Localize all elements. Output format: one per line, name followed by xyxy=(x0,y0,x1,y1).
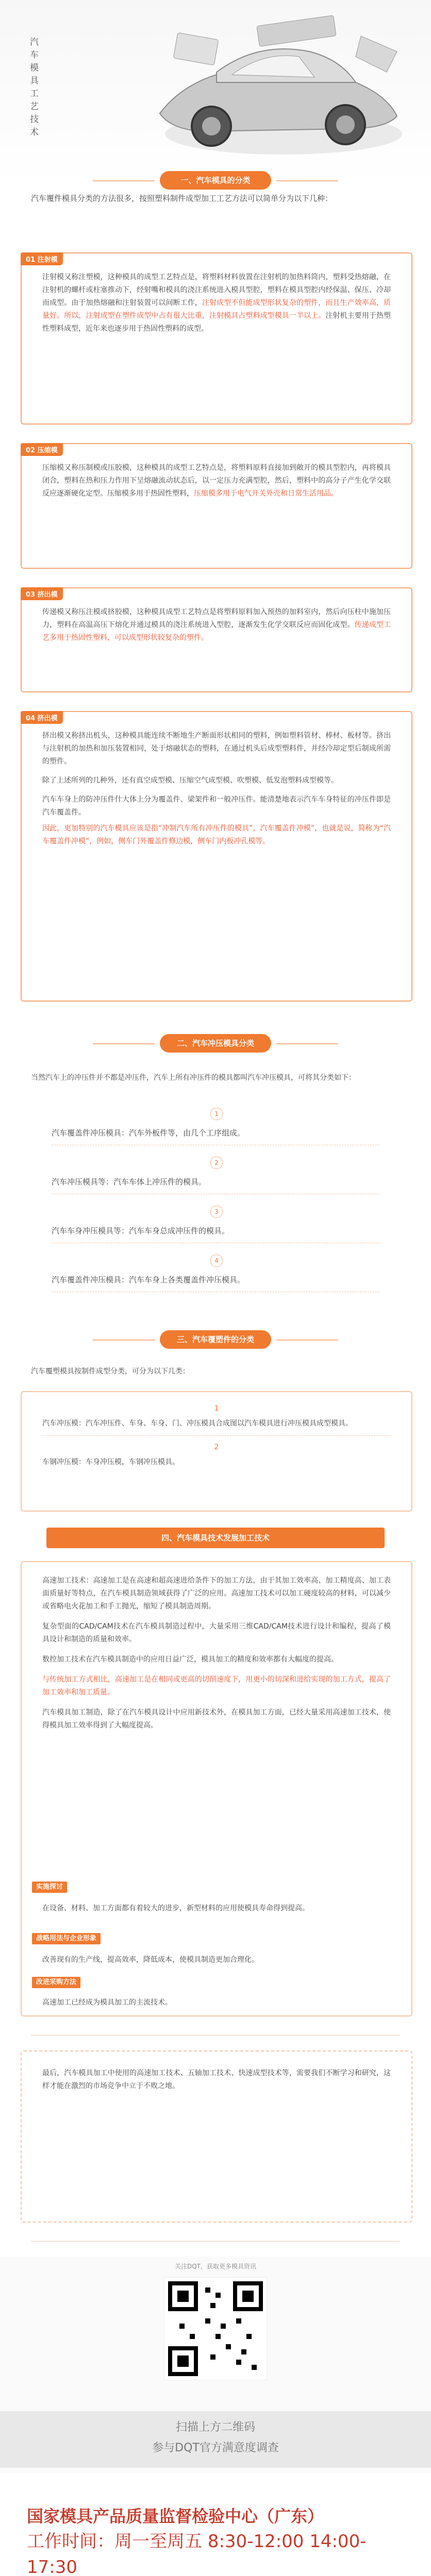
card-extrusion-mold xyxy=(21,711,412,1002)
section-4-paragraph: 高速加工技术：高速加工是在高速和超高速进给条件下的加工方法，由于其加工效率高、加工精度高、加工表面质量好等特点，在汽车模具制造领域获得了广泛的应用。高速加工技术可以加工硬度较高的材料，可以减少或省略电火花加工和手工抛光，缩短了模具制造周期。 xyxy=(42,1577,391,1611)
card-2-highlight: 压缩模多用于电气开关外壳和日常生活用品。 xyxy=(194,489,338,498)
list-number: 2 xyxy=(214,1443,219,1451)
card-4-highlight: 因此，更加特别的汽车模具应该是指“冲制汽车所有冲压件的模具”，汽车覆盖件冲模”，也就是说，简称为“汽车覆盖件冲模”，例如，侧车门外覆盖件修边模，侧车门内板冲孔模等。 xyxy=(42,824,391,845)
list-number: 4 xyxy=(210,1255,223,1267)
section-4-paragraph: 汽车模具加工制造，除了在汽车模具设计中应用新技术外，在模具加工方面，已经大量采用高速加工技术，使得模具加工效率得到了大幅度提高。 xyxy=(42,1708,391,1730)
list-item: 车钢冲压模：车身冲压模，车钢冲压模具。 xyxy=(42,1458,179,1466)
card-1-text-end: 注射机主要用于热塑性塑料成型，近年来也逐步用于热固性塑料的成型。 xyxy=(42,312,391,333)
section-heading-1 xyxy=(0,165,431,196)
office-hours: 工作时间：周一至周五 8:30-12:00 14:00-17:30 xyxy=(27,2531,367,2576)
card-4-text-2: 除了上述所列的几种外，还有真空成型模、压缩空气成型模、吹塑模、低发泡塑料成型模等。 xyxy=(42,776,338,785)
card-tag-3: 03 挤出模 xyxy=(21,587,63,600)
list-item: 汽车冲压模具等：汽车车体上冲压件的模具。 xyxy=(52,1172,379,1194)
org-name: 国家模具产品质量监督检验中心（广东） xyxy=(27,2506,324,2526)
card-tag-1: 01 注射模 xyxy=(21,252,63,265)
card-transfer-mold xyxy=(21,587,412,692)
sub-tag-a: 实施探讨 xyxy=(32,1882,67,1893)
divider xyxy=(31,2241,400,2242)
section-title-2: 二、汽车冲压模具分类 xyxy=(160,1034,271,1053)
card-3-highlight: 传递成型工艺多用于热固性塑料，可以成型形状较复杂的塑件。 xyxy=(42,621,391,642)
qr-slogan-2: 参与DQT官方满意度调查 xyxy=(152,2442,279,2454)
card-body-2 xyxy=(42,462,391,500)
section-4-paragraph: 在设备、材料、加工方面都有着较大的进步，新型材料的应用使模具寿命得到提高。 xyxy=(42,1904,309,1912)
card-2-text: 压缩模又称压制模或压胶模，这种模具的成型工艺特点是，将塑料原料直接加到敞开的模具型腔内，再将模具闭合，塑料在热和压力作用下呈熔融流动状态后，以一定压力充满型腔，然后，塑料中的高分子产生化学交联反应逐渐硬化定型。压缩模多用于热固性塑料， xyxy=(42,464,391,498)
section-heading-3 xyxy=(0,1324,431,1355)
sub-tag-c: 改进采购方法 xyxy=(32,1977,80,1988)
card-4-text: 挤出模又称挤出机头，这种模具能连续不断地生产断面形状相同的塑料，例如塑料管材、棒材、板材等。挤出与注射机的加热和加压装置相同，处于熔融状态的塑料，在通过机头后成型塑料件，并经冷却定型后制成所需的塑件。 xyxy=(42,732,391,766)
card-compression-mold xyxy=(21,443,412,569)
card-1-highlight: 注射成型不但能成型形状复杂的塑件，而且生产效率高，质量好。所以，注射成型在塑件成型中占有很大比重，注射模具占塑料成型模具一半以上。 xyxy=(42,299,391,320)
section-4-paragraph: 数控加工技术在汽车模具制造中的应用日益广泛，模具加工的精度和效率都有大幅度的提高。 xyxy=(42,1655,338,1664)
card-body-1 xyxy=(42,271,391,335)
section-4-paragraph: 高速加工已经成为模具加工的主流技术。 xyxy=(42,1998,172,2007)
card-injection-mold xyxy=(21,252,412,425)
qr-caption: 关注DQT，获取更多模具资讯 xyxy=(174,2263,257,2270)
closing-text: 最后，汽车模具加工中使用的高速加工技术、五轴加工技术、快速成型技术等，需要我们不断学习和研究，这样才能在激烈的市场竞争中立于不败之地。 xyxy=(42,2069,391,2090)
list-number: 2 xyxy=(210,1157,223,1169)
hero-vertical-title: 汽车模具工艺技术 xyxy=(30,37,39,138)
card-body-3 xyxy=(42,606,391,645)
section-4-box xyxy=(21,1561,412,2016)
card-1-text: 注射模又称注塑模，这种模具的成型工艺特点是，将塑料材料放置在注射机的加热料筒内，塑料受热熔融，在注射机的螺杆或柱塞推动下，经射嘴和模具的浇注系统进入模具型腔，塑料在模具型腔内经保温、保压、冷却而成型。由于加热熔融和注射装置可以间断工作， xyxy=(42,273,391,307)
section-heading-2 xyxy=(0,1028,431,1059)
list-number: 1 xyxy=(210,1108,223,1120)
list-item: 汽车冲压模：汽车冲压件、车身、车身、门、冲压模具合成图以汽车模具进行冲压模具成型模具。 xyxy=(42,1417,391,1436)
card-tag-4: 04 挤出模 xyxy=(21,711,63,724)
qr-slogan-1: 扫描上方二维码 xyxy=(175,2421,255,2434)
section-title-3: 三、汽车覆塑件的分类 xyxy=(160,1330,271,1349)
qr-section xyxy=(0,2257,431,2473)
card-4-text-3: 汽车车身上的防冲压件什大体上分为覆盖件、梁架件和一般冲压件。能清楚地表示汽车车身特征的冲压件即是汽车覆盖件。 xyxy=(42,795,391,817)
section-4-highlight: 与传统加工方式相比，高速加工是在相同或更高的切削速度下，用更小的切深和进给实现的加工方式，提高了加工效率和加工质量。 xyxy=(42,1675,391,1697)
section-2-intro: 当然汽车上的冲压件并不都是冲压件，汽车上所有冲压件的模具都叫汽车冲压模具，可将其分类如下： xyxy=(31,1074,356,1082)
intro-paragraph: 汽车覆件模具分类的方法很多，按照塑料制件成型加工工艺方法可以简单分为以下几种： xyxy=(31,194,333,203)
contact-block xyxy=(27,2504,404,2576)
section-title-4: 四、汽车模具技术发展加工技术 xyxy=(46,1528,385,1548)
section-4-paragraph: 复杂型面的CAD/CAM技术在汽车模具制造过程中，大量采用三维CAD/CAM技术进行设计和编程，提高了模具设计和制造的质量和效率。 xyxy=(42,1622,391,1643)
card-body-4 xyxy=(42,730,391,848)
card-tag-2: 02 压缩模 xyxy=(21,443,63,456)
list-number: 3 xyxy=(210,1206,223,1218)
section-title-1: 一、汽车模具的分类 xyxy=(160,171,271,190)
sub-tag-b: 战略用法与企业形象 xyxy=(32,1933,101,1944)
list-item: 汽车覆盖件冲压模具：汽车外板件等，由几个工序组成。 xyxy=(52,1123,379,1145)
divider xyxy=(31,2035,400,2036)
section-3-box xyxy=(21,1391,412,1512)
car-mold-illustration xyxy=(129,5,418,180)
section-3-intro: 汽车覆塑模具按制件成型分类，可分为以下几类： xyxy=(31,1367,190,1376)
card-3-text: 传递模又称压注模或挤胶模，这种模具成型工艺特点是将塑料原料加入预热的加料室内，然后向压柱中施加压力，塑料在高温高压下熔化并通过模具的浇注系统进入型腔，逐渐发生化学交联反应而固化成型。 xyxy=(42,608,391,629)
closing-box xyxy=(21,2050,412,2223)
section-4-paragraph: 改善现有的生产线，提高效率，降低成本，使模具制造更加合理化。 xyxy=(42,1956,259,1964)
list-item: 汽车覆盖件冲压模具：汽车车身上各类覆盖件冲压模具。 xyxy=(52,1270,379,1292)
list-item: 汽车车身冲压模具等：汽车车身总成冲压件的模具。 xyxy=(52,1221,379,1243)
list-number: 1 xyxy=(214,1404,219,1413)
qr-code-icon[interactable] xyxy=(164,2277,267,2380)
hero-banner xyxy=(0,0,431,185)
